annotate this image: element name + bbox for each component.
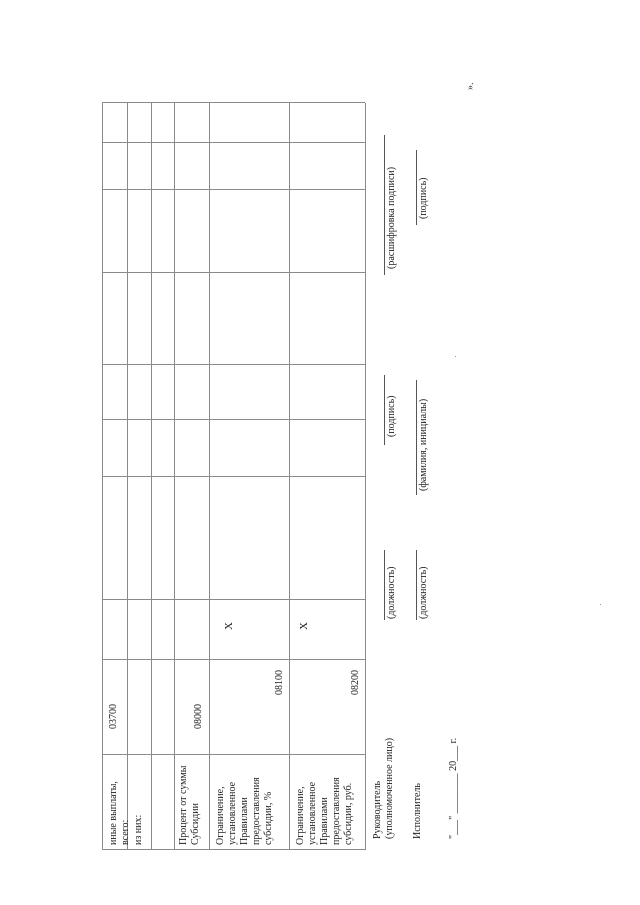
table-col-divider bbox=[102, 142, 365, 143]
exec-signature-caption: (подпись) bbox=[418, 177, 429, 219]
row-label: иные выплаты, всего: bbox=[108, 781, 131, 845]
table-border-left bbox=[102, 849, 365, 850]
exec-position-caption: (должность) bbox=[418, 566, 429, 619]
head-signature-line bbox=[384, 375, 385, 445]
x-mark: X bbox=[298, 622, 310, 630]
table-col-divider bbox=[102, 364, 365, 365]
row-code: 08000 bbox=[193, 704, 204, 729]
table-col-divider bbox=[102, 272, 365, 273]
table-col-divider bbox=[102, 754, 365, 755]
table-col-divider bbox=[102, 189, 365, 190]
head-label-sub: (уполномоченное лицо) bbox=[384, 737, 395, 839]
head-position-line bbox=[384, 550, 385, 620]
table-col-divider bbox=[102, 659, 365, 660]
exec-signature-line bbox=[416, 150, 417, 225]
scan-speck bbox=[455, 356, 456, 357]
row-label: Ограничение, установленное Правилами предоставления субсидии, % bbox=[215, 777, 274, 845]
table-col-divider bbox=[102, 419, 365, 420]
date-line: "___" ________ 20___ г. bbox=[448, 737, 459, 839]
head-decoding-line bbox=[384, 135, 385, 275]
row-code: 08200 bbox=[350, 670, 361, 695]
table-border-bottom bbox=[365, 103, 366, 850]
row-label: Ограничение, установленное Правилами предоставления субсидии, руб. bbox=[295, 777, 354, 845]
exec-name-line bbox=[416, 380, 417, 495]
head-signature-caption: (подпись) bbox=[386, 395, 397, 437]
table-border-right bbox=[102, 102, 365, 103]
head-position-caption: (должность) bbox=[386, 566, 397, 619]
table-col-divider bbox=[102, 599, 365, 600]
scan-speck bbox=[600, 604, 601, 605]
closing-mark: ». bbox=[465, 82, 476, 90]
exec-label: Исполнитель bbox=[412, 783, 423, 839]
row-code: 03700 bbox=[108, 704, 119, 729]
row-code: 08100 bbox=[274, 670, 285, 695]
x-mark: X bbox=[223, 622, 235, 630]
exec-position-line bbox=[416, 550, 417, 620]
table-col-divider bbox=[102, 476, 365, 477]
head-decoding-caption: (расшифровка подписи) bbox=[386, 166, 397, 269]
row-label: Процент от суммы Субсидии bbox=[178, 765, 201, 845]
head-label: Руководитель bbox=[372, 780, 383, 839]
exec-name-caption: (фамилия, инициалы) bbox=[418, 398, 429, 491]
row-label: из них: bbox=[133, 814, 144, 845]
